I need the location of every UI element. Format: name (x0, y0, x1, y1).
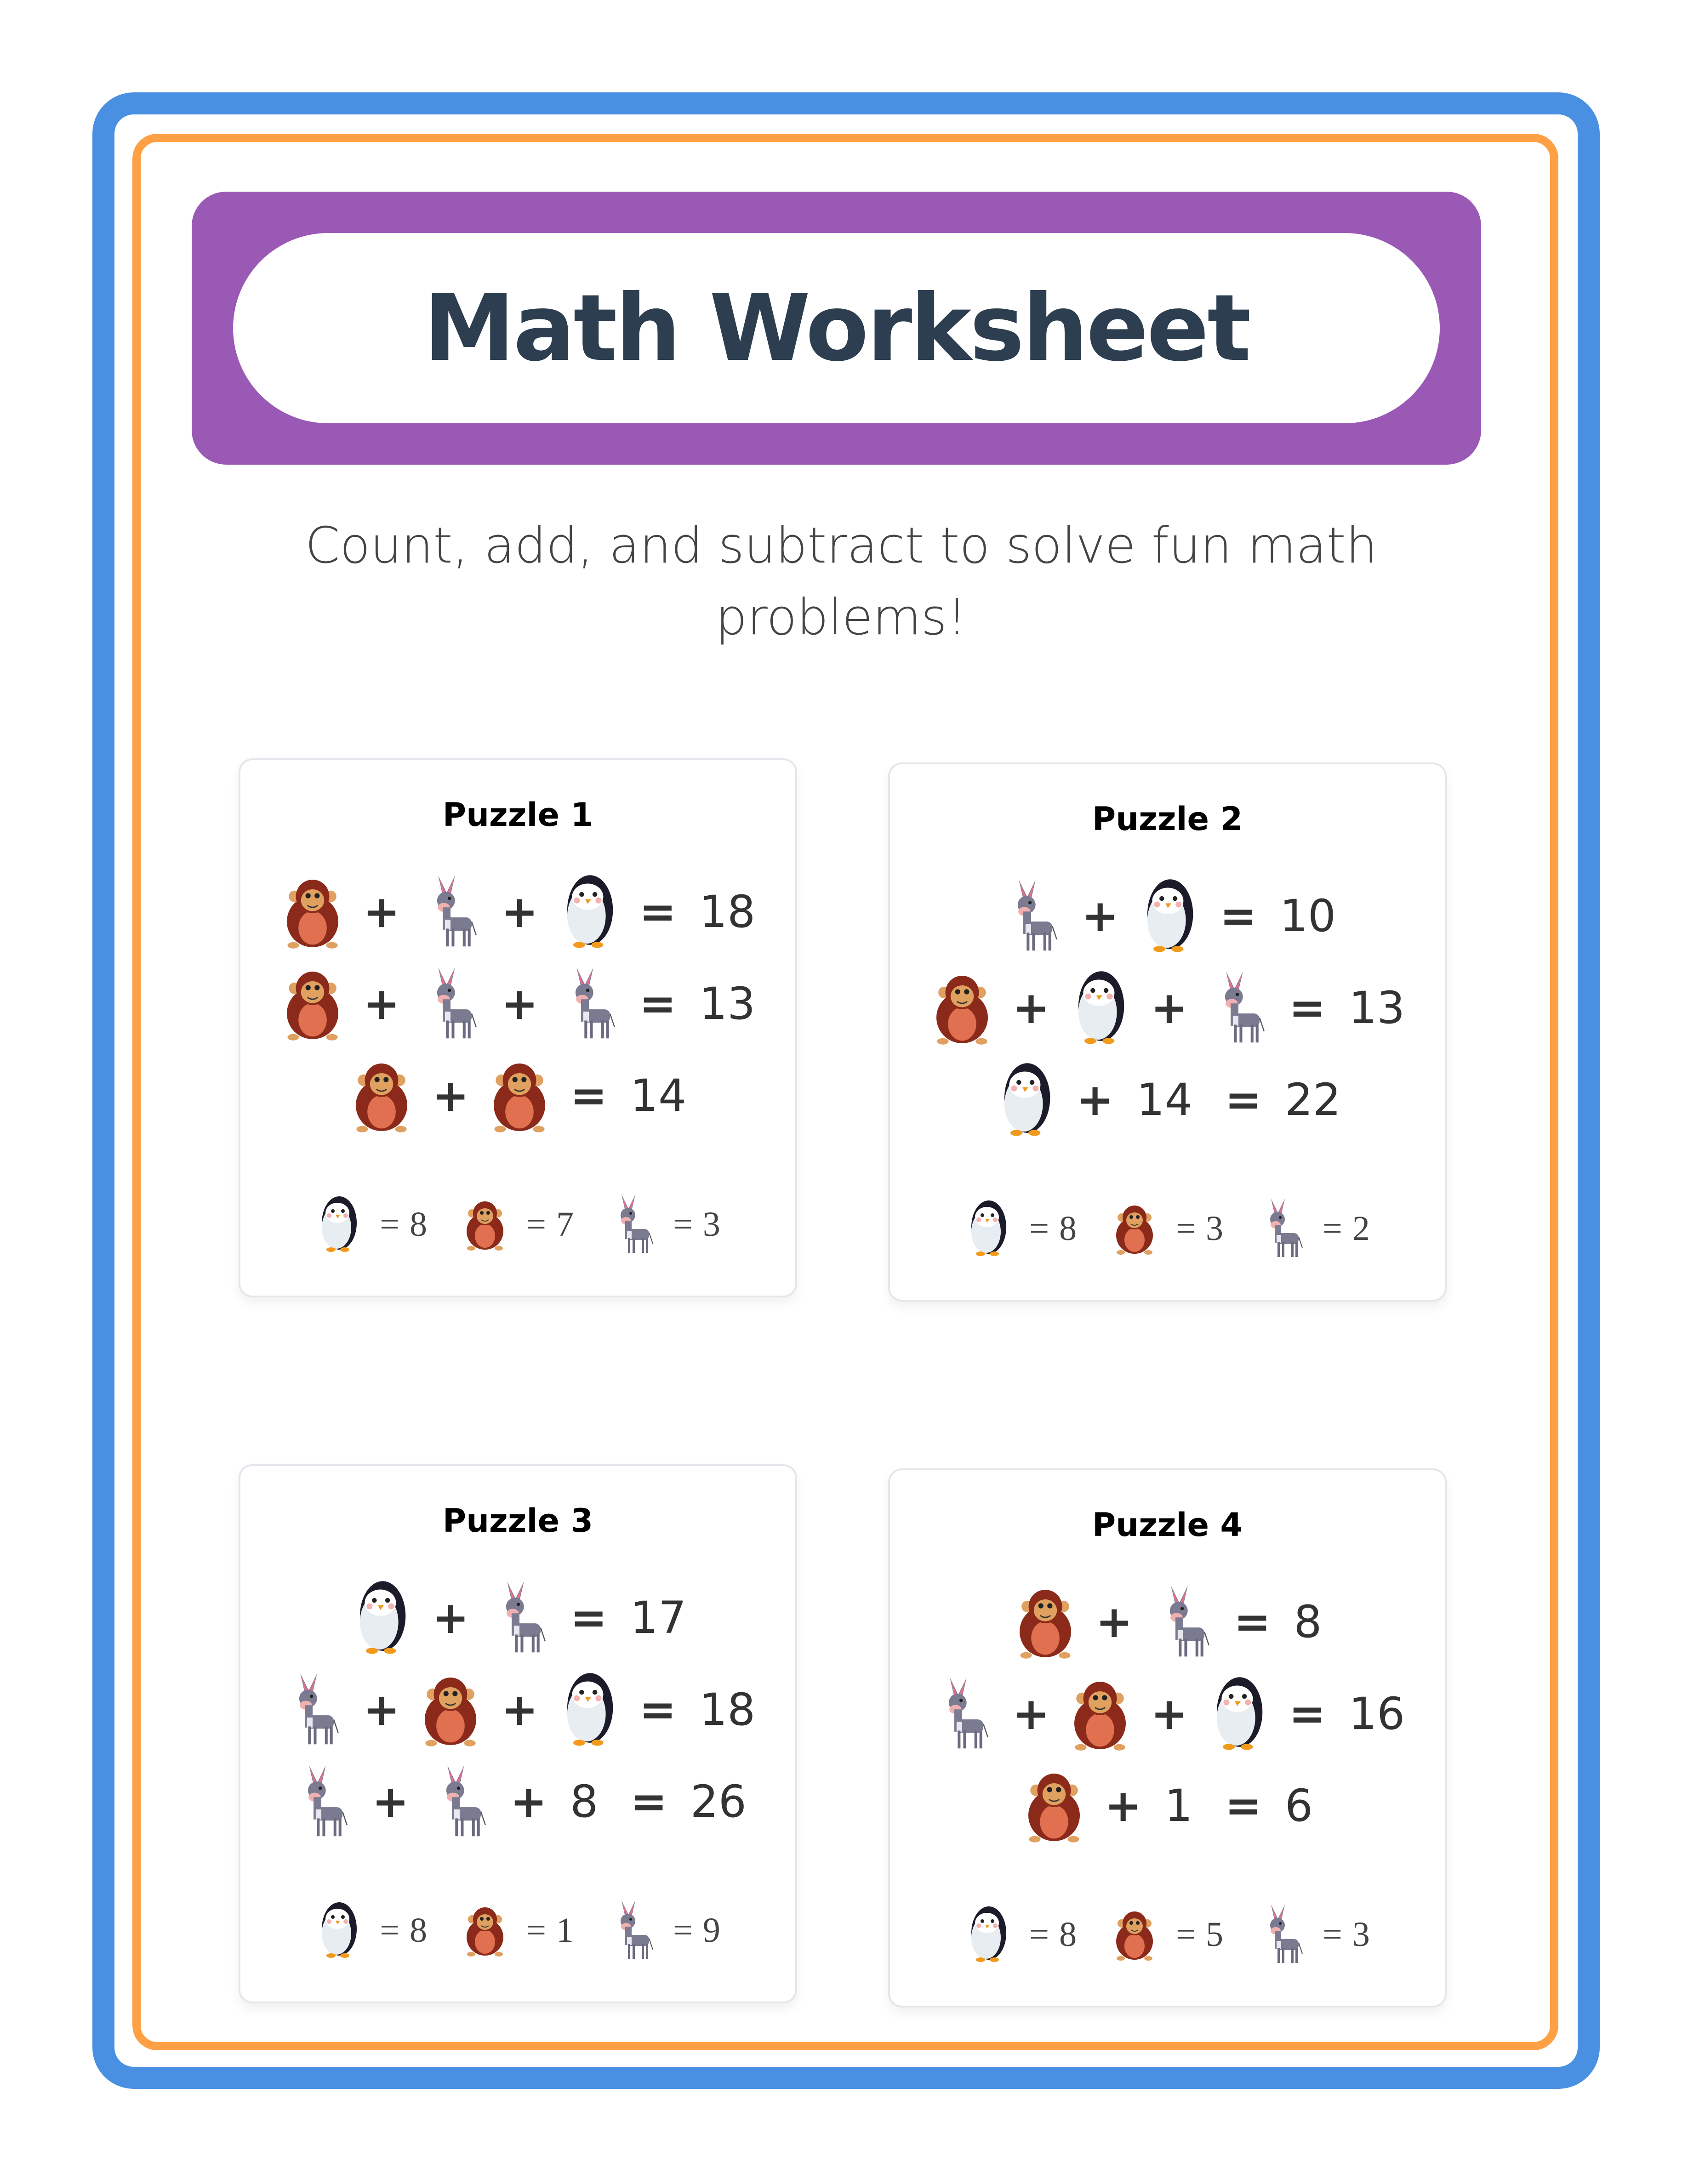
equation-row (240, 866, 795, 958)
plus-sign: + (1076, 1074, 1114, 1126)
answer-item (315, 1192, 427, 1257)
monkey-icon (349, 1057, 414, 1135)
equals-sign: = (1322, 1915, 1342, 1954)
monkey-icon (1068, 1675, 1132, 1753)
donkey-icon (999, 877, 1063, 955)
equals-sign: = (1225, 1780, 1262, 1831)
puzzle-card (888, 762, 1447, 1302)
penguin-icon (315, 1898, 361, 1962)
answer-key (890, 1898, 1445, 1971)
answer-item (1258, 1196, 1370, 1261)
answer-key (240, 1188, 795, 1261)
penguin-icon (1137, 877, 1201, 955)
donkey-icon (1206, 969, 1271, 1047)
plus-sign: + (363, 886, 400, 938)
equation-row (890, 1054, 1445, 1146)
plus-sign: + (1012, 1688, 1050, 1740)
donkey-icon (487, 1579, 552, 1657)
equals-sign: = (1029, 1209, 1049, 1248)
donkey-icon (609, 1898, 655, 1962)
donkey-icon (1258, 1196, 1304, 1261)
monkey-icon (1112, 1902, 1158, 1967)
answer-value: 2 (1352, 1209, 1370, 1248)
answer-value: 8 (410, 1911, 428, 1950)
equation-result: 8 (1294, 1596, 1322, 1648)
equation-result: 13 (1349, 982, 1405, 1034)
answer-value: 3 (702, 1205, 720, 1244)
answer-value: 3 (1352, 1915, 1370, 1954)
header-banner (192, 192, 1481, 465)
monkey-icon (418, 1671, 483, 1749)
equation-row (890, 1760, 1445, 1852)
equation-row (240, 958, 795, 1050)
equals-sign: = (673, 1205, 693, 1244)
equals-sign: = (380, 1911, 400, 1950)
monkey-icon (462, 1898, 508, 1962)
penguin-icon (557, 1671, 621, 1749)
answer-value: 7 (556, 1205, 574, 1244)
donkey-icon (289, 1763, 354, 1841)
monkey-icon (1112, 1196, 1158, 1261)
answer-value: 5 (1205, 1915, 1223, 1954)
donkey-icon (557, 965, 621, 1043)
donkey-icon (418, 873, 483, 951)
monkey-icon (487, 1057, 552, 1135)
equation-result: 18 (699, 886, 756, 938)
number: 1 (1164, 1780, 1193, 1831)
puzzle-card (239, 758, 797, 1297)
plus-sign: + (363, 978, 400, 1029)
answer-value: 1 (556, 1911, 574, 1950)
equation-result: 6 (1284, 1780, 1313, 1831)
plus-sign: + (372, 1776, 409, 1827)
plus-sign: + (1151, 1688, 1188, 1740)
penguin-icon (349, 1579, 414, 1657)
donkey-icon (1151, 1583, 1215, 1661)
answer-item (1112, 1196, 1223, 1261)
equals-sign: = (570, 1070, 607, 1121)
monkey-icon (280, 965, 345, 1043)
equation-result: 13 (699, 978, 756, 1029)
puzzle-card (888, 1468, 1447, 2008)
answer-item (965, 1196, 1077, 1261)
plus-sign: + (510, 1776, 547, 1827)
answer-key (240, 1894, 795, 1967)
donkey-icon (1258, 1902, 1304, 1967)
monkey-icon (462, 1192, 508, 1257)
equals-sign: = (1220, 890, 1257, 942)
monkey-icon (280, 873, 345, 951)
equals-sign: = (639, 886, 677, 938)
plus-sign: + (1095, 1596, 1133, 1648)
donkey-icon (609, 1192, 655, 1257)
donkey-icon (428, 1763, 492, 1841)
answer-value: 8 (1059, 1915, 1077, 1954)
equals-sign: = (1029, 1915, 1049, 1954)
plus-sign: + (1081, 890, 1119, 942)
answer-item (315, 1898, 427, 1962)
number: 8 (570, 1776, 599, 1827)
answer-item (965, 1902, 1077, 1967)
equation-result: 16 (1349, 1688, 1405, 1740)
page-title: Math Worksheet (423, 274, 1249, 382)
puzzle-card (239, 1464, 797, 2003)
equation-result: 14 (630, 1070, 687, 1121)
equation-row (890, 870, 1445, 962)
equals-sign: = (526, 1205, 546, 1244)
title-pill (233, 233, 1440, 423)
number: 14 (1136, 1074, 1193, 1126)
equation-result: 18 (699, 1684, 756, 1735)
monkey-icon (1022, 1767, 1086, 1845)
monkey-icon (1013, 1583, 1078, 1661)
answer-value: 8 (1059, 1209, 1077, 1248)
plus-sign: + (432, 1070, 469, 1121)
donkey-icon (418, 965, 483, 1043)
plus-sign: + (501, 886, 538, 938)
answer-item (462, 1192, 574, 1257)
equation-row (890, 962, 1445, 1054)
penguin-icon (1068, 969, 1132, 1047)
equals-sign: = (1225, 1074, 1262, 1126)
equation-row (240, 1664, 795, 1756)
penguin-icon (557, 873, 621, 951)
penguin-icon (965, 1902, 1011, 1967)
equation-row (890, 1576, 1445, 1668)
penguin-icon (315, 1192, 361, 1257)
equation-result: 22 (1284, 1074, 1341, 1126)
plus-sign: + (501, 1684, 538, 1735)
equation-row (240, 1050, 795, 1142)
donkey-icon (280, 1671, 345, 1749)
equals-sign: = (1233, 1596, 1271, 1648)
equals-sign: = (1289, 982, 1326, 1034)
plus-sign: + (1012, 982, 1050, 1034)
equals-sign: = (630, 1776, 667, 1827)
equals-sign: = (1289, 1688, 1326, 1740)
equals-sign: = (570, 1592, 607, 1644)
monkey-icon (930, 969, 994, 1047)
penguin-icon (1206, 1675, 1271, 1753)
equals-sign: = (1322, 1209, 1342, 1248)
answer-item (462, 1898, 574, 1962)
equation-row (240, 1572, 795, 1664)
equals-sign: = (1176, 1209, 1196, 1248)
equation-result: 10 (1279, 890, 1336, 942)
equals-sign: = (639, 1684, 677, 1735)
equals-sign: = (673, 1911, 693, 1950)
penguin-icon (965, 1196, 1011, 1261)
equation-result: 26 (690, 1776, 747, 1827)
plus-sign: + (1151, 982, 1188, 1034)
equation-row (240, 1756, 795, 1848)
donkey-icon (930, 1675, 994, 1753)
answer-item (1258, 1902, 1370, 1967)
answer-value: 9 (702, 1911, 720, 1950)
equation-row (890, 1668, 1445, 1760)
puzzle-title: Puzzle 1 (442, 796, 593, 834)
plus-sign: + (432, 1592, 469, 1644)
answer-value: 3 (1205, 1209, 1223, 1248)
answer-item (1112, 1902, 1223, 1967)
answer-item (609, 1192, 720, 1257)
puzzle-title: Puzzle 2 (1092, 800, 1243, 838)
puzzle-title: Puzzle 3 (442, 1502, 593, 1540)
equals-sign: = (526, 1911, 546, 1950)
plus-sign: + (363, 1684, 400, 1735)
answer-key (890, 1192, 1445, 1265)
plus-sign: + (501, 978, 538, 1029)
plus-sign: + (1104, 1780, 1142, 1831)
answer-value: 8 (410, 1205, 428, 1244)
penguin-icon (994, 1061, 1058, 1139)
equation-result: 17 (630, 1592, 687, 1644)
equals-sign: = (380, 1205, 400, 1244)
answer-item (609, 1898, 720, 1962)
equals-sign: = (1176, 1915, 1196, 1954)
instructions: Count, add, and subtract to solve fun math problems! (305, 517, 1378, 646)
puzzle-title: Puzzle 4 (1092, 1506, 1243, 1544)
equals-sign: = (639, 978, 677, 1029)
